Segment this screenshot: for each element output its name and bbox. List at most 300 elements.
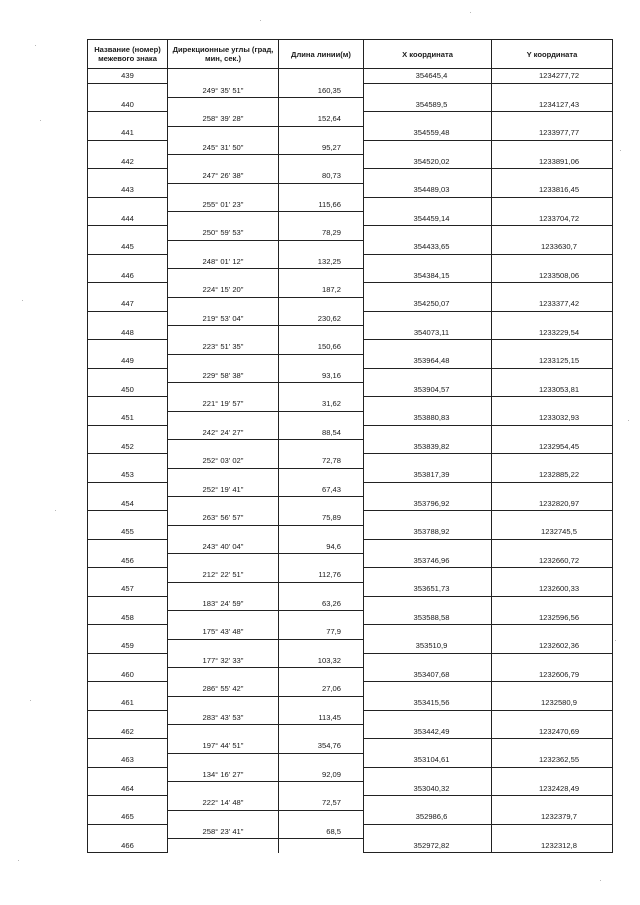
direction-angle-cell: 242° 24' 27" [168,425,279,439]
table-row [88,753,613,767]
header-line-length: Длина линии(м) [279,40,364,69]
empty-cell [168,725,279,739]
empty-cell [168,98,279,112]
direction-angle-cell: 175° 43' 48" [168,625,279,639]
y-coordinate-cell: 1233630,7 [492,240,613,254]
empty-cell [492,454,613,468]
empty-cell [168,668,279,682]
table-row [88,183,613,197]
x-coordinate-cell: 353817,39 [364,468,492,482]
table-row [88,739,613,753]
empty-cell [88,340,168,354]
y-coordinate-cell: 1232428,49 [492,782,613,796]
empty-cell [88,425,168,439]
empty-cell [279,725,364,739]
table-row [88,682,613,696]
direction-angle-cell: 250° 59' 53" [168,226,279,240]
empty-cell [492,596,613,610]
empty-cell [364,425,492,439]
empty-cell [364,140,492,154]
x-coordinate-cell: 354433,65 [364,240,492,254]
empty-cell [364,83,492,97]
table-row [88,539,613,553]
empty-cell [492,653,613,667]
empty-cell [168,411,279,425]
header-direction-angle: Дирекционные углы (град, мин, сек.) [168,40,279,69]
empty-cell [88,254,168,268]
empty-cell [364,454,492,468]
table-row [88,83,613,97]
empty-cell [279,554,364,568]
empty-cell [168,326,279,340]
x-coordinate-cell: 353588,58 [364,611,492,625]
empty-cell [279,155,364,169]
empty-cell [279,240,364,254]
table-row [88,639,613,653]
empty-cell [364,397,492,411]
table-row [88,767,613,781]
empty-cell [88,454,168,468]
empty-cell [492,682,613,696]
y-coordinate-cell: 1232820,97 [492,497,613,511]
line-length-cell: 230,62 [279,311,364,325]
x-coordinate-cell: 353839,82 [364,440,492,454]
empty-cell [279,212,364,226]
y-coordinate-cell: 1232602,36 [492,639,613,653]
point-name-cell: 460 [88,668,168,682]
table-row [88,440,613,454]
empty-cell [168,611,279,625]
y-coordinate-cell: 1232885,22 [492,468,613,482]
empty-cell [279,411,364,425]
point-name-cell: 465 [88,810,168,824]
empty-cell [279,668,364,682]
empty-cell [279,639,364,653]
table-row [88,796,613,810]
table-row [88,283,613,297]
empty-cell [168,297,279,311]
header-y-coordinate: Y координата [492,40,613,69]
y-coordinate-cell: 1233377,42 [492,297,613,311]
point-name-cell: 455 [88,525,168,539]
empty-cell [364,739,492,753]
empty-cell [88,226,168,240]
empty-cell [88,539,168,553]
x-coordinate-cell: 354384,15 [364,269,492,283]
line-length-cell: 31,62 [279,397,364,411]
direction-angle-cell: 258° 39' 28" [168,112,279,126]
table-row [88,454,613,468]
empty-cell [364,340,492,354]
empty-cell [364,568,492,582]
empty-cell [168,269,279,283]
direction-angle-cell: 177° 32' 33" [168,653,279,667]
table-row [88,140,613,154]
line-length-cell: 67,43 [279,482,364,496]
empty-cell [492,482,613,496]
scan-speck [600,880,601,881]
empty-cell [88,368,168,382]
line-length-cell: 150,66 [279,340,364,354]
point-name-cell: 451 [88,411,168,425]
empty-cell [279,126,364,140]
point-name-cell: 466 [88,839,168,853]
direction-angle-cell: 263° 56' 57" [168,511,279,525]
x-coordinate-cell: 353880,83 [364,411,492,425]
direction-angle-cell: 249° 35' 51" [168,83,279,97]
direction-angle-cell: 255° 01' 23" [168,197,279,211]
empty-cell [279,582,364,596]
empty-cell [492,710,613,724]
table-row [88,383,613,397]
x-coordinate-cell: 353796,92 [364,497,492,511]
empty-cell [492,796,613,810]
table-row [88,169,613,183]
empty-cell [88,596,168,610]
line-length-cell: 77,9 [279,625,364,639]
direction-angle-cell: 283° 43' 53" [168,710,279,724]
empty-cell [168,639,279,653]
table-row [88,824,613,838]
direction-angle-cell: 229° 58' 38" [168,368,279,382]
empty-cell [492,539,613,553]
direction-angle-cell: 286° 55' 42" [168,682,279,696]
table-row [88,810,613,824]
direction-angle-cell: 224° 15' 20" [168,283,279,297]
empty-cell [492,397,613,411]
table-row [88,240,613,254]
x-coordinate-cell: 354559,48 [364,126,492,140]
empty-cell [88,767,168,781]
empty-cell [364,596,492,610]
empty-cell [168,525,279,539]
empty-cell [279,696,364,710]
empty-cell [492,767,613,781]
point-name-cell: 443 [88,183,168,197]
empty-cell [88,739,168,753]
point-name-cell: 446 [88,269,168,283]
empty-cell [364,197,492,211]
empty-cell [279,468,364,482]
table-row [88,311,613,325]
table-row [88,625,613,639]
empty-cell [364,511,492,525]
table-body [88,69,613,853]
direction-angle-cell: 183° 24' 59" [168,596,279,610]
point-name-cell: 448 [88,326,168,340]
scan-speck [55,510,56,511]
point-name-cell: 450 [88,383,168,397]
table-row [88,425,613,439]
direction-angle-cell: 134° 16' 27" [168,767,279,781]
line-length-cell: 72,57 [279,796,364,810]
empty-cell [364,368,492,382]
direction-angle-cell: 219° 53' 04" [168,311,279,325]
empty-cell [168,582,279,596]
table-row [88,568,613,582]
scan-speck [470,12,471,13]
point-name-cell: 458 [88,611,168,625]
header-point-name: Название (номер) межевого знака [88,40,168,69]
direction-angle-cell: 258° 23' 41" [168,824,279,838]
empty-cell [168,810,279,824]
x-coordinate-cell: 353904,57 [364,383,492,397]
point-name-cell: 463 [88,753,168,767]
x-coordinate-cell: 354520,02 [364,155,492,169]
empty-cell [168,212,279,226]
empty-cell [364,283,492,297]
direction-angle-cell: 197° 44' 51" [168,739,279,753]
y-coordinate-cell: 1232954,45 [492,440,613,454]
empty-cell [168,354,279,368]
empty-cell [279,611,364,625]
empty-cell [364,767,492,781]
x-coordinate-cell: 352972,82 [364,839,492,853]
header-x-coordinate: X координата [364,40,492,69]
empty-cell [364,625,492,639]
empty-cell [492,425,613,439]
point-name-cell: 439 [88,69,168,84]
point-name-cell: 452 [88,440,168,454]
empty-cell [279,440,364,454]
empty-cell [168,240,279,254]
line-length-cell: 187,2 [279,283,364,297]
line-length-cell: 88,54 [279,425,364,439]
table-row [88,368,613,382]
empty-cell [279,810,364,824]
x-coordinate-cell: 353040,32 [364,782,492,796]
empty-cell [88,397,168,411]
empty-cell [492,83,613,97]
empty-cell [168,183,279,197]
table-row [88,354,613,368]
empty-cell [279,326,364,340]
point-name-cell: 449 [88,354,168,368]
x-coordinate-cell: 354489,03 [364,183,492,197]
y-coordinate-cell: 1232745,5 [492,525,613,539]
y-coordinate-cell: 1233032,93 [492,411,613,425]
x-coordinate-cell: 352986,6 [364,810,492,824]
empty-cell [88,511,168,525]
empty-cell [492,197,613,211]
empty-cell [364,796,492,810]
line-length-cell: 160,35 [279,83,364,97]
table-row [88,582,613,596]
direction-angle-cell: 252° 19' 41" [168,482,279,496]
empty-cell [168,126,279,140]
line-length-cell: 93,16 [279,368,364,382]
line-length-cell: 152,64 [279,112,364,126]
line-length-cell: 75,89 [279,511,364,525]
empty-cell [168,554,279,568]
table-row [88,254,613,268]
empty-cell [168,383,279,397]
empty-cell [492,340,613,354]
point-name-cell: 444 [88,212,168,226]
point-name-cell: 464 [88,782,168,796]
y-coordinate-cell: 1233053,81 [492,383,613,397]
empty-cell [364,482,492,496]
empty-cell [88,682,168,696]
y-coordinate-cell: 1232580,9 [492,696,613,710]
y-coordinate-cell: 1232596,56 [492,611,613,625]
empty-cell [492,283,613,297]
boundary-coordinates-table [87,39,613,853]
table-row [88,468,613,482]
line-length-cell: 94,6 [279,539,364,553]
empty-cell [492,254,613,268]
point-name-cell: 457 [88,582,168,596]
direction-angle-cell: 247° 26' 38" [168,169,279,183]
empty-cell [168,782,279,796]
empty-cell [279,297,364,311]
table-row [88,668,613,682]
x-coordinate-cell: 353746,96 [364,554,492,568]
direction-angle-cell: 222° 14' 48" [168,796,279,810]
empty-cell [364,653,492,667]
empty-cell [168,468,279,482]
empty-cell [492,226,613,240]
y-coordinate-cell: 1233816,45 [492,183,613,197]
empty-cell [364,710,492,724]
table-row [88,710,613,724]
line-length-cell: 72,78 [279,454,364,468]
table-row [88,596,613,610]
scan-speck [260,20,261,21]
table-row [88,126,613,140]
empty-cell [492,511,613,525]
empty-cell [364,682,492,696]
line-length-cell: 112,76 [279,568,364,582]
y-coordinate-cell: 1233891,06 [492,155,613,169]
empty-cell [492,739,613,753]
table-row [88,653,613,667]
y-coordinate-cell: 1233977,77 [492,126,613,140]
empty-cell [279,782,364,796]
empty-cell [279,183,364,197]
empty-cell [88,140,168,154]
point-name-cell: 447 [88,297,168,311]
empty-cell [364,539,492,553]
x-coordinate-cell: 354250,07 [364,297,492,311]
point-name-cell: 462 [88,725,168,739]
x-coordinate-cell: 354589,5 [364,98,492,112]
point-name-cell: 445 [88,240,168,254]
empty-cell [279,69,364,84]
scan-speck [22,300,23,301]
x-coordinate-cell: 353964,48 [364,354,492,368]
empty-cell [492,140,613,154]
table-row [88,482,613,496]
line-length-cell: 95,27 [279,140,364,154]
scan-speck [40,120,41,121]
line-length-cell: 103,32 [279,653,364,667]
point-name-cell: 442 [88,155,168,169]
empty-cell [88,824,168,838]
table-row [88,411,613,425]
table-row [88,340,613,354]
table-row [88,839,613,853]
point-name-cell: 456 [88,554,168,568]
empty-cell [279,269,364,283]
y-coordinate-cell: 1232379,7 [492,810,613,824]
table-header [88,40,613,69]
x-coordinate-cell: 354459,14 [364,212,492,226]
point-name-cell: 461 [88,696,168,710]
empty-cell [88,83,168,97]
empty-cell [279,525,364,539]
y-coordinate-cell: 1234277,72 [492,69,613,84]
point-name-cell: 459 [88,639,168,653]
empty-cell [168,497,279,511]
x-coordinate-cell: 353510,9 [364,639,492,653]
empty-cell [279,354,364,368]
y-coordinate-cell: 1232606,79 [492,668,613,682]
empty-cell [88,568,168,582]
line-length-cell: 78,29 [279,226,364,240]
y-coordinate-cell: 1233704,72 [492,212,613,226]
empty-cell [88,625,168,639]
line-length-cell: 80,73 [279,169,364,183]
empty-cell [279,383,364,397]
x-coordinate-cell: 353442,49 [364,725,492,739]
y-coordinate-cell: 1234127,43 [492,98,613,112]
direction-angle-cell: 243° 40' 04" [168,539,279,553]
table-row [88,197,613,211]
point-name-cell: 454 [88,497,168,511]
scan-speck [620,150,621,151]
empty-cell [88,653,168,667]
scan-speck [18,860,19,861]
table-row [88,297,613,311]
y-coordinate-cell: 1232660,72 [492,554,613,568]
direction-angle-cell: 221° 19' 57" [168,397,279,411]
table-row [88,782,613,796]
empty-cell [364,311,492,325]
table-row [88,725,613,739]
direction-angle-cell: 212° 22' 51" [168,568,279,582]
empty-cell [88,112,168,126]
point-name-cell: 453 [88,468,168,482]
x-coordinate-cell: 353407,68 [364,668,492,682]
empty-cell [88,710,168,724]
y-coordinate-cell: 1233508,06 [492,269,613,283]
empty-cell [492,112,613,126]
table-row [88,511,613,525]
line-length-cell: 115,66 [279,197,364,211]
empty-cell [364,226,492,240]
y-coordinate-cell: 1232312,8 [492,839,613,853]
y-coordinate-cell: 1233125,15 [492,354,613,368]
empty-cell [168,69,279,84]
empty-cell [364,824,492,838]
direction-angle-cell: 248° 01' 12" [168,254,279,268]
empty-cell [168,839,279,853]
scan-speck [628,420,629,421]
empty-cell [279,497,364,511]
x-coordinate-cell: 353415,56 [364,696,492,710]
empty-cell [168,440,279,454]
empty-cell [88,169,168,183]
table-row [88,525,613,539]
x-coordinate-cell: 354073,11 [364,326,492,340]
x-coordinate-cell: 354645,4 [364,69,492,84]
line-length-cell: 63,26 [279,596,364,610]
table-row [88,497,613,511]
scan-speck [30,700,31,701]
empty-cell [279,98,364,112]
table-row [88,112,613,126]
